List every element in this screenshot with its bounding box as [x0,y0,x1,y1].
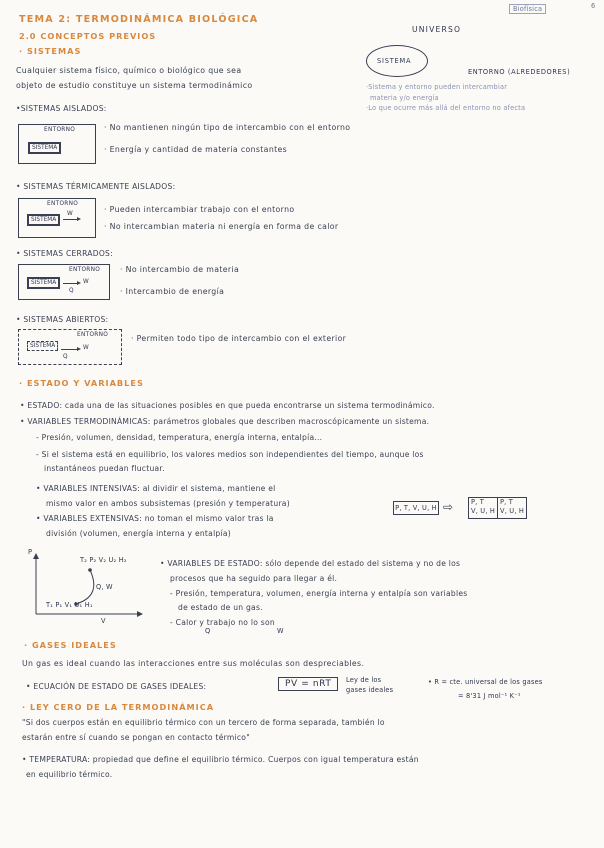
estado-line-3: - Presión, volumen, densidad, temperatura, energía interna, entalpía... [36,433,323,442]
cerrados-diagram [18,264,110,300]
abiertos-point-1: · Permiten todo tipo de intercambio con el exterior [131,334,347,343]
cerrados-w: W [83,279,90,285]
pv-xlabel: V [101,617,106,625]
calor-subscript: Q [205,627,211,635]
work-arrow [63,283,79,284]
arrow-right-icon: ⇨ [443,500,454,514]
cerrados-entorno: ENTORNO [69,267,101,273]
termicamente-point-2: · No intercambian materia ni energía en forma de calor [104,222,339,231]
page-number: 6 [591,2,596,10]
abiertos-q: Q [63,354,68,360]
estado-line-4: - Si el sistema está en equilibrio, los valores medios son independientes del tiempo, aunque los [36,450,424,459]
intensivas-2: mismo valor en ambos subsistemas (presión y temperatura) [46,499,290,508]
estado-title: · ESTADO Y VARIABLES [19,378,144,388]
estado-line-1: • ESTADO: cada una de las situaciones posibles en que pueda encontrarse un sistema termodinámico. [20,401,435,410]
aislados-entorno: ENTORNO [44,127,76,133]
ideal-gas-formula: PV = nRT [278,677,338,691]
abiertos-w: W [83,345,90,351]
funciones-3: - Presión, temperatura, volumen, energía interna y entalpía son variables [170,589,468,598]
termicamente-title: • SISTEMAS TÉRMICAMENTE AISLADOS: [16,182,176,191]
gases-formula-note: Ley de los gases ideales [346,676,394,694]
work-arrow [63,219,79,220]
sistemas-definition-1: Cualquier sistema físico, químico o biológico que sea [16,66,242,75]
funciones-2: procesos que ha seguido para llegar a él. [170,574,338,583]
ley-cero-line-2: estarán entre sí cuando se pongan en contacto térmico" [22,733,250,742]
intensivas-1: • VARIABLES INTENSIVAS: al dividir el sistema, mantiene el [36,484,276,493]
extensivas-1: • VARIABLES EXTENSIVAS: no toman el mismo valor tras la [36,514,274,523]
page-title: TEMA 2: TERMODINÁMICA BIOLÓGICA [19,14,259,25]
gases-ecuacion-label: • ECUACIÓN DE ESTADO DE GASES IDEALES: [26,682,207,691]
cerrados-point-2: · Intercambio de energía [120,287,225,296]
aislados-sistema: SISTEMA [28,142,61,154]
termicamente-diagram [18,198,96,238]
work-arrow [61,349,79,350]
trabajo-subscript: W [277,627,284,635]
full-system-box: P, T, V, U, H [393,501,439,515]
split-right-box: P, T V, U, H [497,497,527,519]
gases-definition: Un gas es ideal cuando las interacciones entre sus moléculas son despreciables. [22,659,365,668]
universe-title: UNIVERSO [412,25,462,34]
ley-cero-line-4: en equilibrio térmico. [26,770,113,779]
ley-cero-line-3: • TEMPERATURA: propiedad que define el equilibrio térmico. Cuerpos con igual temperatura están [22,755,419,764]
cerrados-q: Q [69,288,74,294]
pv-ylabel: P [28,548,33,556]
cerrados-sistema: SISTEMA [27,277,60,289]
aislados-title: •SISTEMAS AISLADOS: [16,104,107,113]
ley-cero-title: · LEY CERO DE LA TERMODINÁMICA [22,702,215,712]
estado-line-2: • VARIABLES TERMODINÁMICAS: parámetros globales que describen macroscópicamente un sistema. [20,417,430,426]
system-label: SISTEMA [377,57,412,65]
pv-state-initial: T₁ P₁ V₁ U₁ H₁ [46,601,93,609]
aislados-diagram [18,124,96,164]
universe-note-1: ·Sistema y entorno pueden intercambiar [366,83,508,91]
funciones-5: - Calor y trabajo no lo son [170,618,275,627]
universe-note-3: ·Lo que ocurre más allá del entorno no afecta [366,104,526,112]
termicamente-w: W [67,211,74,217]
section-title: 2.0 CONCEPTOS PREVIOS [19,31,157,41]
termicamente-entorno: ENTORNO [47,201,79,207]
abiertos-sistema: SISTEMA [27,341,58,351]
sistemas-title: · SISTEMAS [19,46,82,56]
subject-tag: Biofísica [509,4,546,14]
pv-state-final: T₂ P₂ V₂ U₂ H₂ [80,556,127,564]
abiertos-diagram [18,329,122,365]
aislados-point-1: · No mantienen ningún tipo de intercambio con el entorno [104,123,351,132]
sistemas-definition-2: objeto de estudio constituye un sistema termodinámico [16,81,253,90]
termicamente-point-1: · Pueden intercambiar trabajo con el entorno [104,205,295,214]
cerrados-title: • SISTEMAS CERRADOS: [16,249,113,258]
extensivas-2: división (volumen, energía interna y entalpía) [46,529,231,538]
ley-cero-line-1: "Si dos cuerpos están en equilibrio térmico con un tercero de forma separada, también lo [22,718,385,727]
gases-title: · GASES IDEALES [24,640,117,650]
cerrados-point-1: · No intercambio de materia [120,265,240,274]
funciones-4: de estado de un gas. [178,603,263,612]
universe-note-2: materia y/o energía [370,94,439,102]
funciones-1: • VARIABLES DE ESTADO: sólo depende del estado del sistema y no de los [160,559,461,568]
abiertos-title: • SISTEMAS ABIERTOS: [16,315,109,324]
aislados-point-2: · Energía y cantidad de materia constantes [104,145,288,154]
split-left-box: P, T V, U, H [468,497,498,519]
abiertos-entorno: ENTORNO [77,332,109,338]
estado-line-5: instantáneos puedan fluctuar. [44,464,165,473]
gases-R-note-2: = 8'31 J mol⁻¹ K⁻¹ [458,692,521,700]
gases-R-note-1: • R = cte. universal de los gases [428,678,543,686]
termicamente-sistema: SISTEMA [27,214,60,226]
environment-label: ENTORNO (ALREDEDORES) [468,68,571,76]
pv-qw: Q, W [96,583,113,591]
